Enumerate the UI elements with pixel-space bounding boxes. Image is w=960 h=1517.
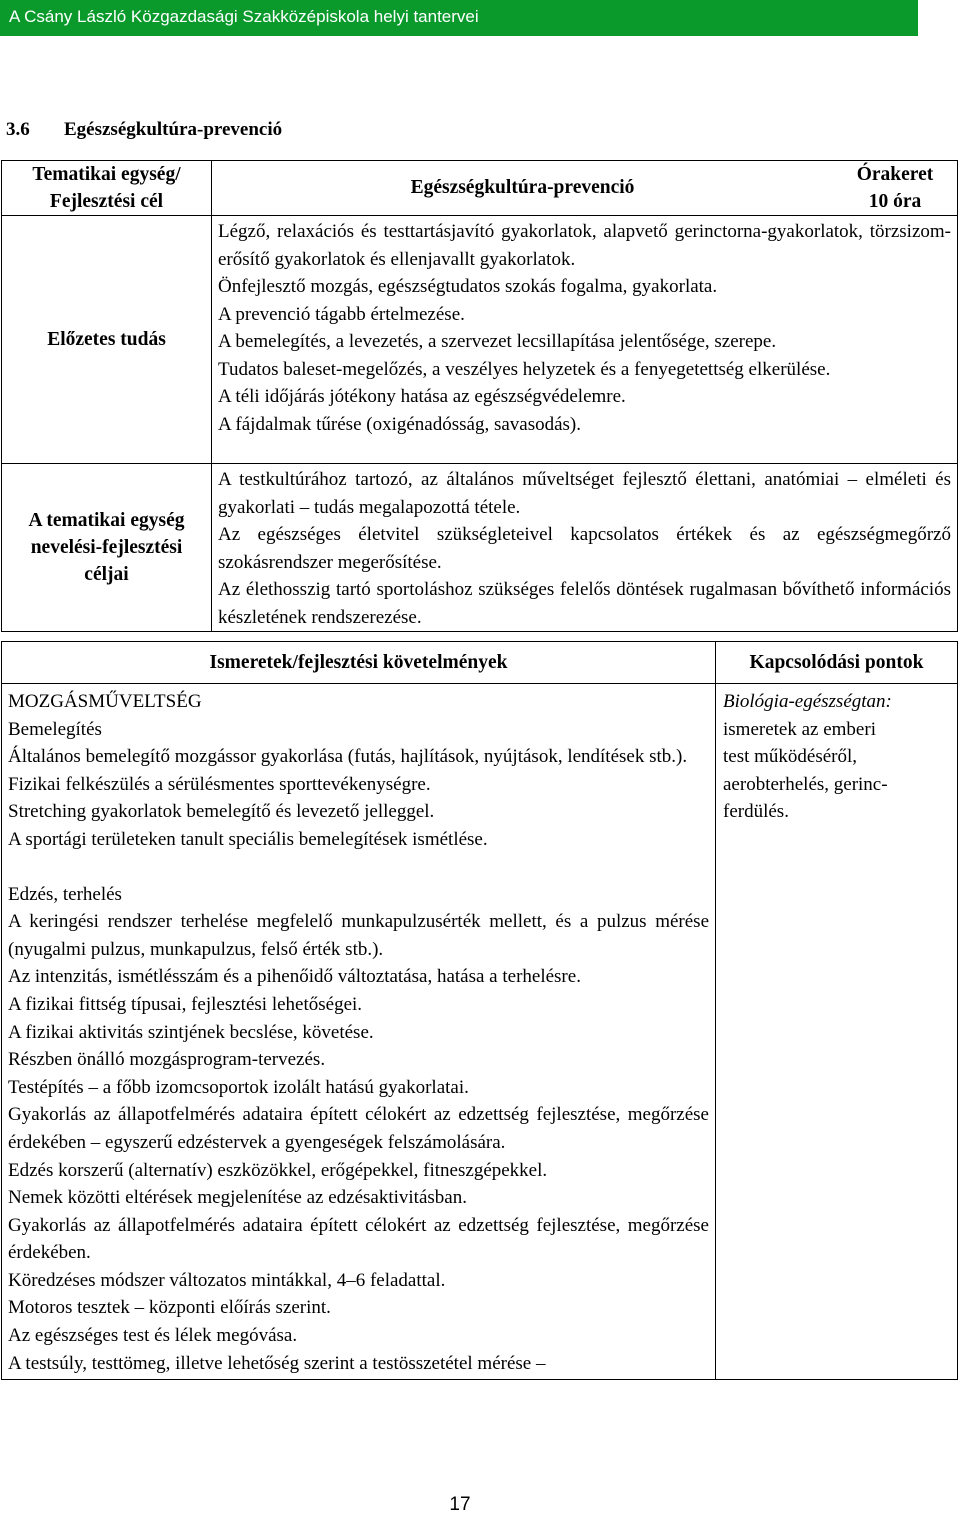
requirement-line: A fizikai fittség típusai, fejlesztési lehetőségei.: [8, 993, 363, 1015]
training-block: [2, 881, 715, 1380]
links-line: ferdülés.: [723, 801, 789, 823]
requirement-line: Fizikai felkészülés a sérülésmentes sporttevékenységre.: [8, 773, 431, 795]
goals-label-line: A tematikai egység: [28, 510, 185, 531]
page-number: 17: [449, 1494, 471, 1515]
unit-header-row: [2, 161, 958, 216]
links-subject: Biológia-egészségtan:: [723, 691, 892, 712]
links-body-cell: [716, 684, 958, 1380]
requirement-line: Stretching gyakorlatok bemelegítő és levezető jelleggel.: [8, 801, 435, 823]
prior-knowledge-item: A bemelegítés, a levezetés, a szervezet lecsillapítása jelentősége, szerepe.: [218, 331, 777, 352]
requirement-line: Részben önálló mozgásprogram-tervezés.: [8, 1049, 326, 1071]
requirements-table: [1, 641, 958, 1380]
requirement-line: MOZGÁSMŰVELTSÉG: [8, 691, 202, 712]
prior-knowledge-item: Tudatos baleset-megelőzés, a veszélyes helyzetek és a fenyegetettség elkerülése.: [218, 358, 831, 380]
hours-value: 10 óra: [868, 191, 922, 212]
unit-title: Egészségkultúra-prevenció: [410, 177, 635, 198]
requirement-line: A sportági területeken tanult speciális bemelegítések ismétlése.: [8, 828, 488, 850]
unit-label-line: Fejlesztési cél: [49, 191, 164, 212]
requirement-line: Motoros tesztek – központi előírás szerint.: [8, 1297, 331, 1319]
requirements-header-row: [2, 642, 958, 684]
goals-label-cell: [2, 464, 212, 632]
requirements-body-cell: [2, 684, 716, 1380]
thematic-unit-table: [1, 160, 958, 632]
hours-cell: [833, 161, 958, 216]
document-header-bar: [0, 0, 918, 36]
links-header-cell: [716, 642, 958, 684]
requirements-header-cell: [2, 642, 716, 684]
goals-item: A testkultúrához tartozó, az általános műveltséget fejlesztő élettani, anatómiai – elméleti és gyakorlati – tudás megalapozottá tétele.: [218, 469, 951, 518]
requirement-line: Az egészséges test és lélek megóvása.: [8, 1325, 298, 1347]
requirements-body-row: [2, 684, 958, 1380]
section-title: [6, 119, 282, 141]
requirements-header: Ismeretek/fejlesztési követelmények: [209, 651, 508, 673]
prior-knowledge-label: Előzetes tudás: [47, 329, 166, 350]
hours-label: Órakeret: [856, 164, 934, 185]
requirement-line: Bemelegítés: [8, 718, 102, 740]
links-header: Kapcsolódási pontok: [749, 651, 924, 673]
unit-label-line: Tematikai egység/: [32, 164, 181, 185]
prior-knowledge-row: [2, 216, 958, 464]
requirement-line: Az intenzitás, ismétlésszám és a pihenőidő változtatása, hatása a terhelésre.: [8, 966, 581, 988]
requirement-line: Testépítés – a főbb izomcsoportok izolált hatású gyakorlatai.: [8, 1076, 469, 1098]
links-line: ismeretek az emberi: [723, 718, 876, 740]
prior-knowledge-item: Légző, relaxációs és testtartásjavító gyakorlatok, alapvető gerinctorna-gyakorlatok, törzsizom-erősítő gyakorlatok és ellenjavallt gyakorlatok.: [218, 221, 951, 270]
requirement-line: A testsúly, testtömeg, illetve lehetőség szerint a testösszetétel mérése –: [8, 1352, 546, 1374]
block-spacer: [2, 854, 715, 881]
requirement-line: Általános bemelegítő mozgássor gyakorlása (futás, hajlítások, nyújtások, lendítések stb.).: [8, 746, 688, 768]
goals-item: Az egészséges életvitel szükségleteivel kapcsolatos értékek és az egészségmegőrző szokásrendszer megerősítése.: [218, 524, 951, 573]
requirement-line: Gyakorlás az állapotfelmérés adataira épített célokért az edzettség fejlesztése, megőrzése érdekében – egyszerű edzéstervek a gyengeségek felszámolására.: [8, 1104, 709, 1153]
requirement-line: Gyakorlás az állapotfelmérés adataira épített célokért az edzettség fejlesztése, megőrzése érdekében.: [8, 1214, 709, 1264]
goals-label-line: céljai: [84, 564, 129, 585]
links-line: aerobterhelés, gerinc-: [723, 773, 888, 795]
section-number: 3.6: [6, 119, 30, 140]
unit-title-cell: [212, 161, 834, 216]
prior-knowledge-item: Önfejlesztő mozgás, egészségtudatos szokás fogalma, gyakorlata.: [218, 276, 718, 297]
section-title-text: Egészségkultúra-prevenció: [64, 119, 283, 140]
requirement-line: A fizikai aktivitás szintjének becslése, követése.: [8, 1021, 374, 1043]
goals-row: [2, 464, 958, 632]
prior-knowledge-text-cell: [212, 216, 958, 464]
requirement-line: Nemek közötti eltérések megjelenítése az edzésaktivitásban.: [8, 1187, 467, 1209]
requirement-line: A keringési rendszer terhelése megfelelő munkapulzusérték mellett, és a pulzus mérése (nyugalmi pulzus, munkapulzus, felső érték stb.).: [8, 911, 709, 960]
document-header-title: A Csány László Közgazdasági Szakközépiskola helyi tantervei: [9, 7, 479, 26]
prior-knowledge-item: A prevenció tágabb értelmezése.: [218, 303, 465, 325]
links-line: test működéséről,: [723, 746, 858, 768]
goals-item: Az élethosszig tartó sportoláshoz szükséges felelős döntések rugalmasan bővíthető információs készletének rendszerezése.: [218, 579, 951, 628]
goals-text-cell: [212, 464, 958, 632]
unit-label-cell: [2, 161, 212, 216]
warmup-block: [2, 684, 715, 854]
prior-knowledge-item: A fájdalmak tűrése (oxigénadósság, savasodás).: [218, 413, 582, 435]
requirement-line: Edzés korszerű (alternatív) eszközökkel, erőgépekkel, fitneszgépekkel.: [8, 1159, 548, 1181]
prior-knowledge-label-cell: [2, 216, 212, 464]
goals-label-line: nevelési-fejlesztési: [30, 537, 183, 558]
requirement-line: Edzés, terhelés: [8, 883, 122, 905]
requirement-line: Köredzéses módszer változatos mintákkal, 4–6 feladattal.: [8, 1269, 446, 1291]
prior-knowledge-item: A téli időjárás jótékony hatása az egészségvédelemre.: [218, 386, 626, 407]
